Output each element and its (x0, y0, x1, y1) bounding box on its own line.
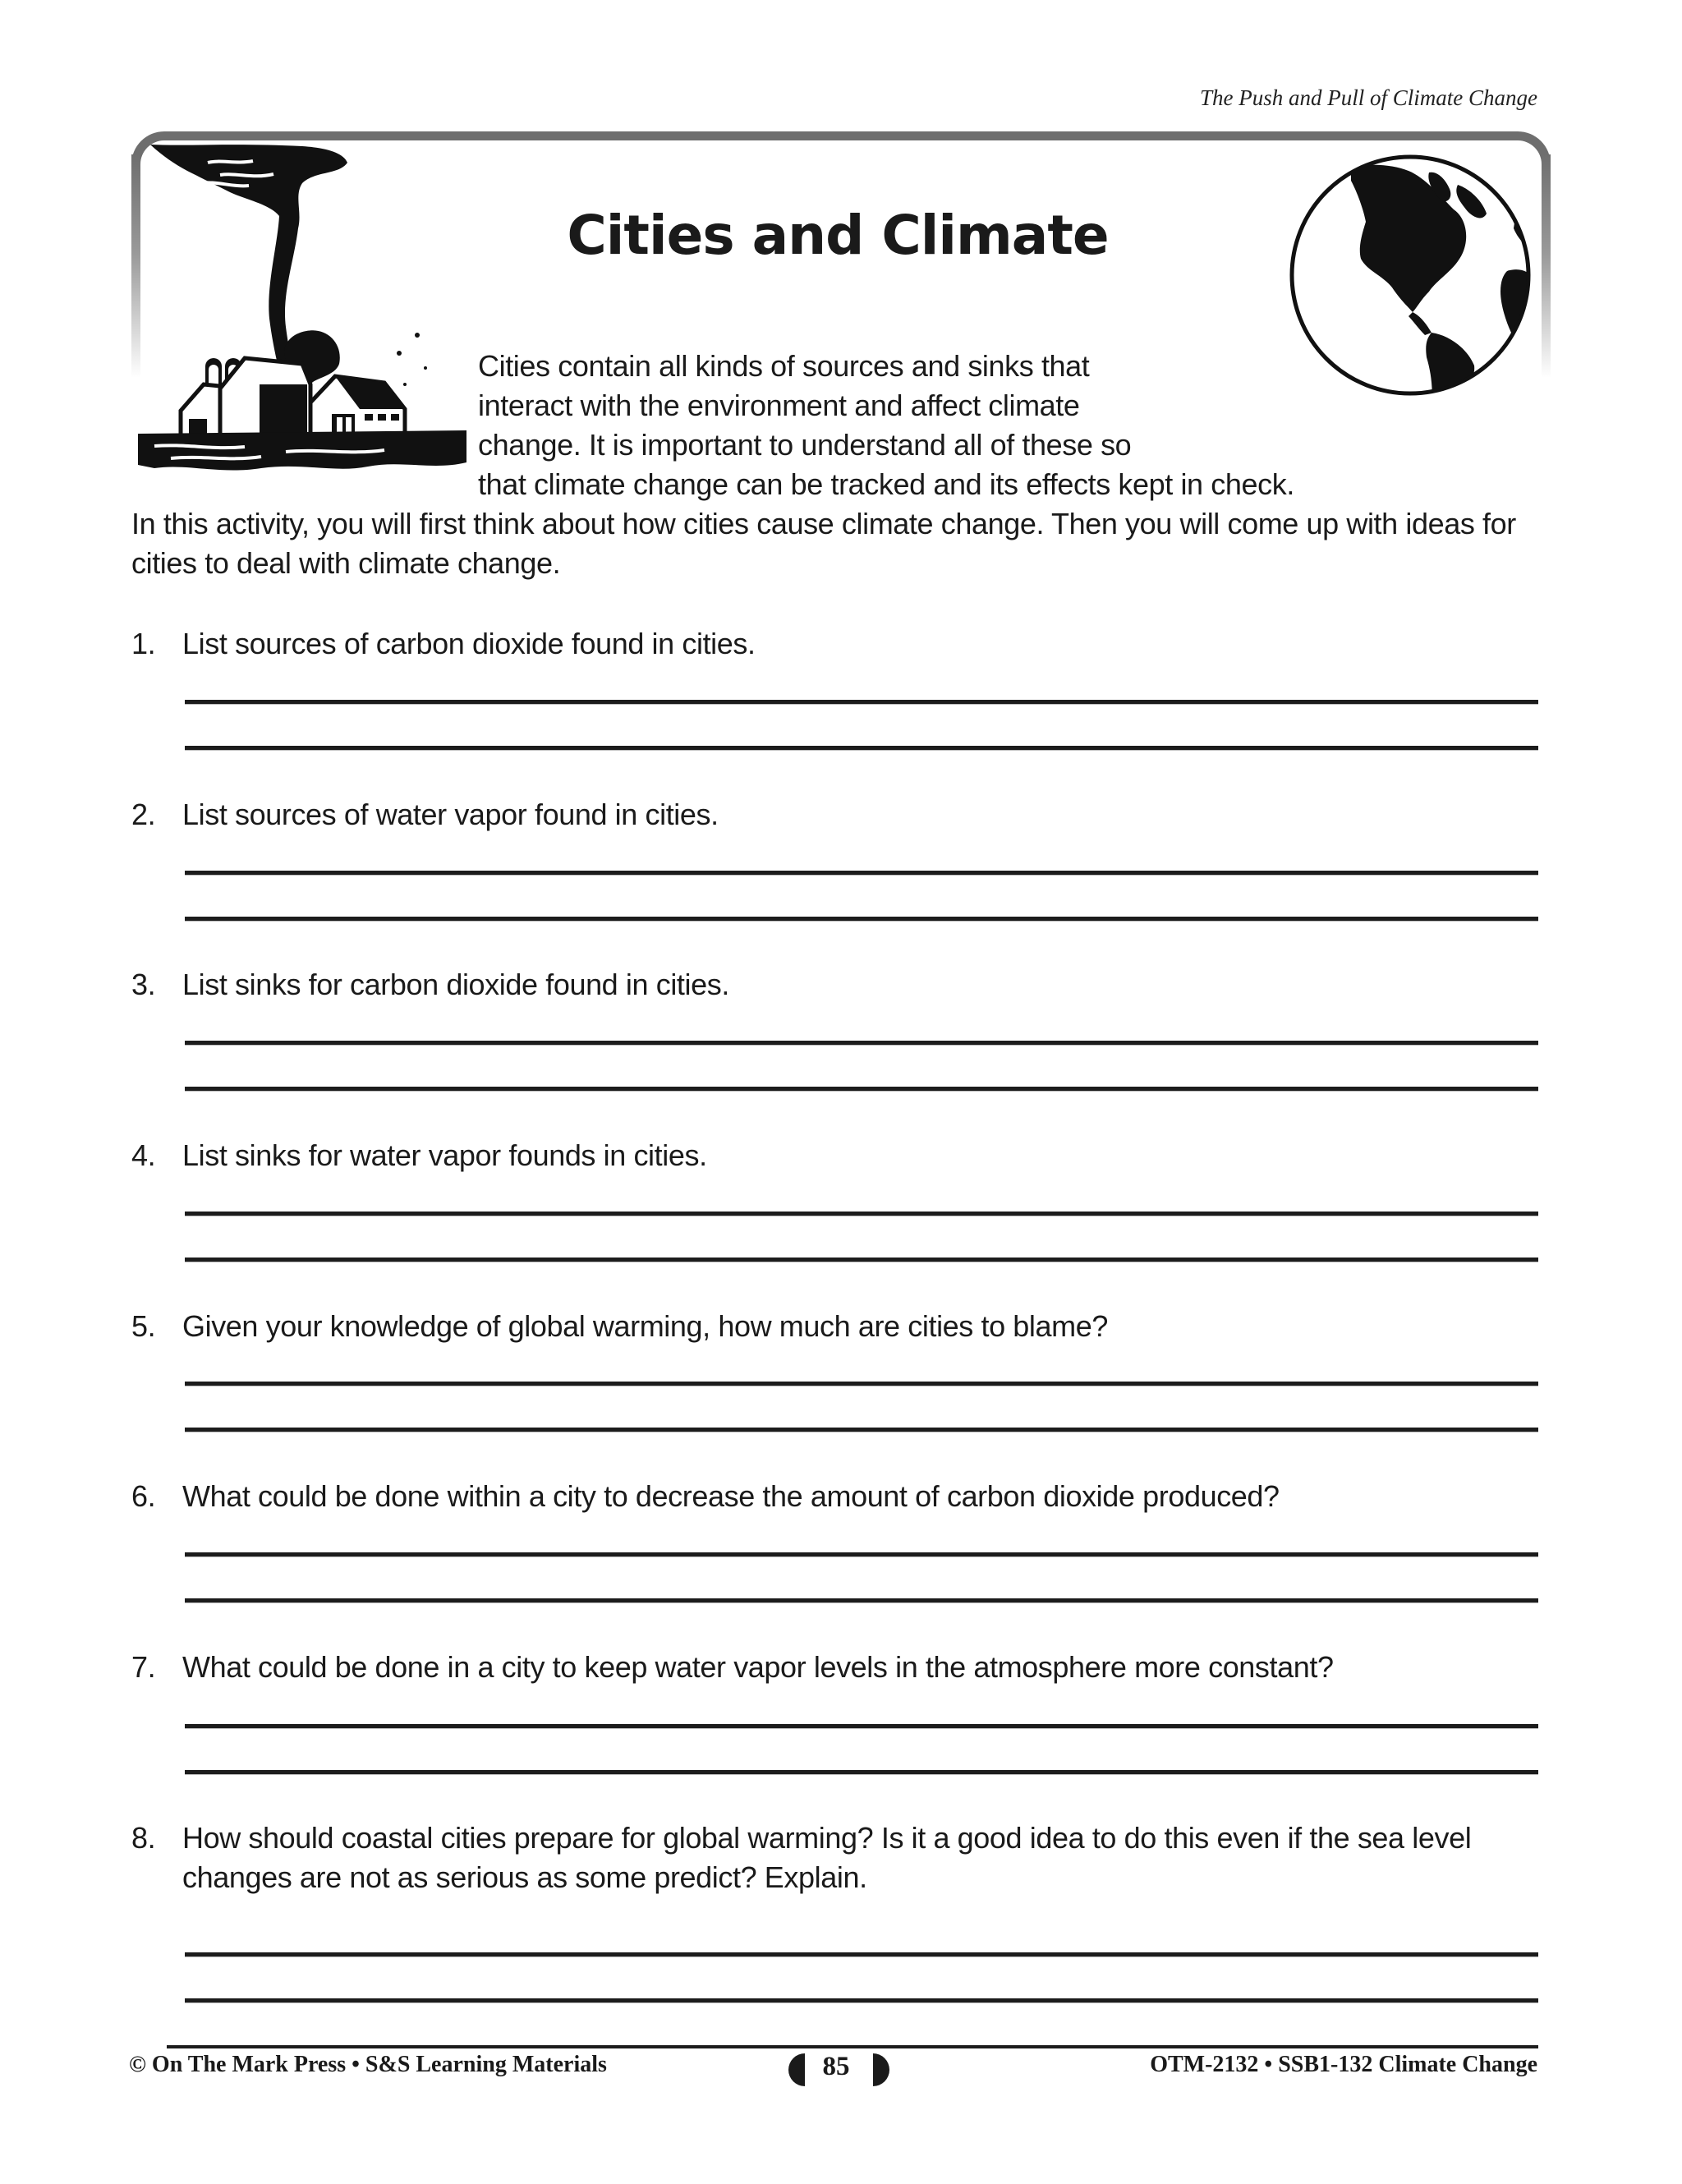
question-text: List sinks for water vapor founds in cities. (182, 1138, 707, 1172)
intro-line: interact with the environment and affect climate (478, 389, 1080, 422)
question-text: What could be done in a city to keep water vapor levels in the atmosphere more constant? (182, 1650, 1334, 1684)
question-text: List sources of water vapor found in cities. (182, 798, 719, 831)
question-number: 1. (131, 627, 156, 660)
running-header-title: The Push and Pull of Climate Change (1200, 85, 1537, 110)
question-number: 4. (131, 1138, 156, 1172)
answer-line-8a[interactable] (185, 1952, 1538, 1957)
answer-line-6b[interactable] (185, 1598, 1538, 1603)
question-number: 8. (131, 1821, 156, 1855)
answer-line-7a[interactable] (185, 1724, 1538, 1729)
answer-line-2b[interactable] (185, 917, 1538, 922)
answer-line-7b[interactable] (185, 1770, 1538, 1775)
question-text: Given your knowledge of global warming, how much are cities to blame? (182, 1309, 1108, 1343)
answer-line-3a[interactable] (185, 1041, 1538, 1046)
answer-line-1b[interactable] (185, 746, 1538, 751)
answer-line-5b[interactable] (185, 1428, 1538, 1432)
footer-rule (167, 2045, 1538, 2048)
intro-line: change. It is important to understand all of these so (478, 428, 1132, 462)
frame-right-edge (1542, 154, 1551, 378)
answer-line-5a[interactable] (185, 1382, 1538, 1386)
answer-line-1a[interactable] (185, 700, 1538, 705)
intro-line: Cities contain all kinds of sources and sinks that (478, 349, 1090, 383)
question-text: How should coastal cities prepare for global warming? Is it a good idea to do this even if the sea level changes are not as serious as some predict? Explain. (182, 1821, 1472, 1894)
intro-paragraph (478, 347, 1546, 504)
answer-line-4b[interactable] (185, 1258, 1538, 1262)
page-number: 85 (822, 2052, 850, 2081)
question-text: List sinks for carbon dioxide found in cities. (182, 968, 729, 1001)
answer-line-8b[interactable] (185, 1998, 1538, 2003)
activity-instructions: In this activity, you will first think about how cities cause climate change. Then you will come up with ideas for cities to deal with climate change. (131, 507, 1516, 580)
question-number: 3. (131, 968, 156, 1001)
page-title: Cities and Climate (567, 204, 1109, 267)
tornado-farm-icon (138, 138, 466, 475)
question-number: 2. (131, 798, 156, 831)
answer-line-2a[interactable] (185, 871, 1538, 876)
answer-line-4a[interactable] (185, 1212, 1538, 1216)
page-marker-right-icon (873, 2053, 889, 2086)
page-number-container (787, 2052, 885, 2085)
footer-copyright: © On The Mark Press • S&S Learning Materials (129, 2052, 607, 2077)
question-number: 6. (131, 1479, 156, 1513)
intro-line: that climate change can be tracked and its effects kept in check. (478, 467, 1294, 501)
question-text: What could be done within a city to decrease the amount of carbon dioxide produced? (182, 1479, 1280, 1513)
question-number: 7. (131, 1650, 156, 1684)
answer-line-3b[interactable] (185, 1087, 1538, 1092)
answer-line-6a[interactable] (185, 1552, 1538, 1557)
question-number: 5. (131, 1309, 156, 1343)
question-text: List sources of carbon dioxide found in cities. (182, 627, 756, 660)
footer-product-code: OTM-2132 • SSB1-132 Climate Change (1150, 2052, 1537, 2077)
